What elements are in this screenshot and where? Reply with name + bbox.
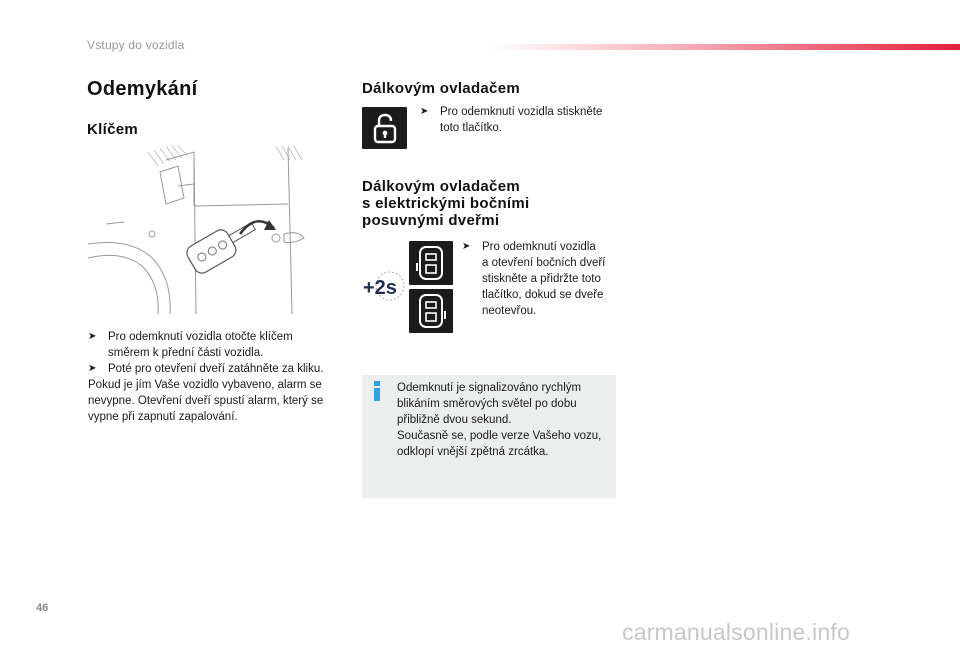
page-title: Odemykání (87, 78, 198, 100)
unlock-padlock-icon (362, 107, 407, 149)
sliding-instructions (462, 239, 622, 319)
bullet-marker: ➤ (462, 241, 471, 252)
page-number: 46 (36, 602, 49, 614)
car-door-key-illustration (88, 146, 318, 316)
bullet-turn-key: ➤ Pro odemknutí vozidla otočte klíčem směrem k přední části vozidla. (88, 331, 293, 359)
hold-2s-label: +2s (363, 277, 397, 299)
watermark: carmanualsonline.info (622, 619, 850, 645)
left-sliding-door-icon (409, 241, 453, 285)
info-icon (371, 381, 383, 401)
bullet-pull-handle: ➤ Poté pro otevření dveří zatáhněte za kliku. (88, 363, 324, 375)
info-text: Odemknutí je signalizováno rychlým blikáním směrových světel po dobu přibližně dvou sekund. Současně se, podle verze Vašeho vozu, odklopí vnější zpětná zrcátka. (397, 382, 602, 458)
bullet-marker: ➤ (88, 363, 97, 374)
section-header: Vstupy do vozidla (87, 38, 185, 52)
right-sliding-door-icon (409, 289, 453, 333)
remote-instructions (420, 104, 620, 136)
bullet-marker: ➤ (420, 106, 429, 117)
alarm-note: Pokud je jím Vaše vozidlo vybaveno, alarm se nevypne. Otevření dveří spustí alarm, který se vypne při zapnutí zapalování. (88, 379, 324, 423)
bullet-marker: ➤ (88, 331, 97, 342)
bullet-press-hold: ➤ Pro odemknutí vozidla a otevření bočních dveří stiskněte a přidržte toto tlačítko, dokud se dveře neotevřou. (462, 241, 606, 317)
remote-title: Dálkovým ovladačem (362, 80, 520, 97)
hold-2s-icon (362, 268, 406, 306)
header-accent-bar (490, 44, 960, 50)
subtitle-with-key: Klíčem (87, 121, 138, 138)
left-instructions (88, 329, 348, 425)
bullet-press-button: ➤ Pro odemknutí vozidla stiskněte toto tlačítko. (420, 106, 603, 134)
sliding-doors-title: Dálkovým ovladačem s elektrickými bočními posuvnými dveřmi (362, 178, 530, 229)
